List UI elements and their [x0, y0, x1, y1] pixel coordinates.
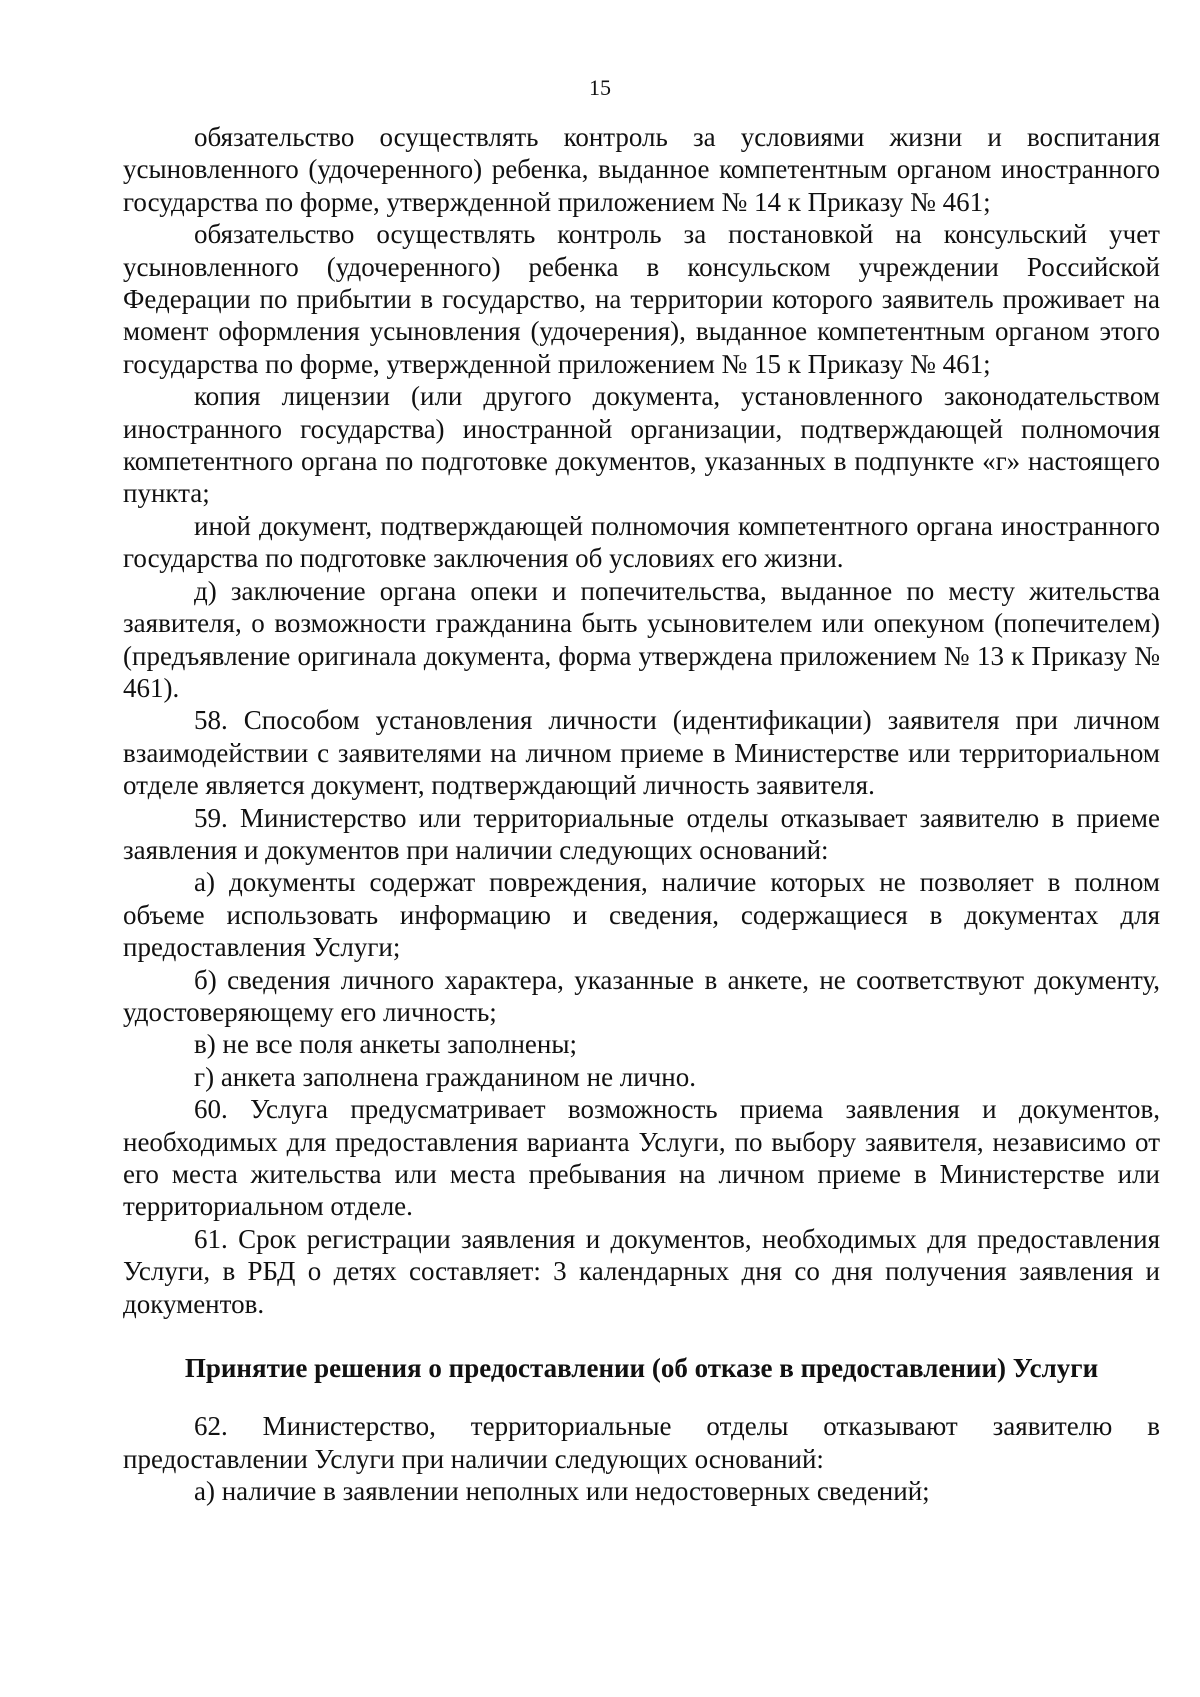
paragraph-59-refusal-grounds: 59. Министерство или территориальные отделы отказывает заявителю в приеме заявления и документов при наличии следующих оснований:: [123, 802, 1160, 865]
document-body: [123, 121, 1160, 1508]
page-number: 15: [589, 75, 611, 100]
paragraph-obligation-control-upbringing: обязательство осуществлять контроль за условиями жизни и воспитания усыновленного (удочеренного) ребенка, выданное компетентным органом иностранного государства по форме, утвержденной приложением № 14 к Приказу № 461;: [123, 122, 1160, 217]
section-heading: Принятие решения о предоставлении (об отказе в предоставлении) Услуги: [184, 1353, 1099, 1384]
paragraph-60-reception: 60. Услуга предусматривает возможность приема заявления и документов, необходимых для предоставления варианта Услуги, по выбору заявителя, независимо от его места жительства или места пребывания на личном приеме в Министерстве или территориальном отделе.: [123, 1094, 1160, 1222]
paragraph-59-item-v: в) не все поля анкеты заполнены;: [194, 1029, 577, 1060]
paragraph-59-item-b: б) сведения личного характера, указанные в анкете, не соответствуют документу, удостоверяющему его личность;: [123, 964, 1160, 1027]
paragraph-license-copy: копия лицензии (или другого документа, установленного законодательством иностранного государства) иностранной организации, подтверждающей полномочия компетентного органа по подготовке документов, указанных в подпункте «г» настоящего пункта;: [123, 381, 1160, 509]
paragraph-obligation-consular-registration: обязательство осуществлять контроль за постановкой на консульский учет усыновленного (удочеренного) ребенка в консульском учреждении Российской Федерации по прибытии в государство, на территории которого заявитель проживает на момент оформления усыновления (удочерения), выданное компетентным органом этого государства по форме, утвержденной приложением № 15 к Приказу № 461;: [123, 219, 1160, 379]
paragraph-59-item-a: а) документы содержат повреждения, наличие которых не позволяет в полном объеме использовать информацию и сведения, содержащиеся в документах для предоставления Услуги;: [123, 867, 1160, 963]
paragraph-59-item-g: г) анкета заполнена гражданином не лично.: [194, 1061, 697, 1092]
paragraph-61-registration-term: 61. Срок регистрации заявления и документов, необходимых для предоставления Услуги, в РБД о детях составляет: 3 календарных дня со дня получения заявления и документов.: [123, 1223, 1160, 1319]
paragraph-62-item-a: а) наличие в заявлении неполных или недостоверных сведений;: [194, 1476, 930, 1507]
paragraph-item-d-guardianship-conclusion: д) заключение органа опеки и попечительства, выданное по месту жительства заявителя, о возможности гражданина быть усыновителем или опекуном (попечителем) (предъявление оригинала документа, форма утверждена приложением № 13 к Приказу № 461).: [123, 575, 1160, 703]
paragraph-58-identification: 58. Способом установления личности (идентификации) заявителя при личном взаимодействии с заявителями на личном приеме в Министерстве или территориальном отделе является документ, подтверждающий личность заявителя.: [123, 705, 1160, 801]
paragraph-62-refusal-grounds: 62. Министерство, территориальные отделы отказывают заявителю в предоставлении Услуги при наличии следующих оснований:: [123, 1411, 1160, 1474]
paragraph-other-document: иной документ, подтверждающей полномочия компетентного органа иностранного государства по подготовке заключения об условиях его жизни.: [123, 510, 1160, 574]
